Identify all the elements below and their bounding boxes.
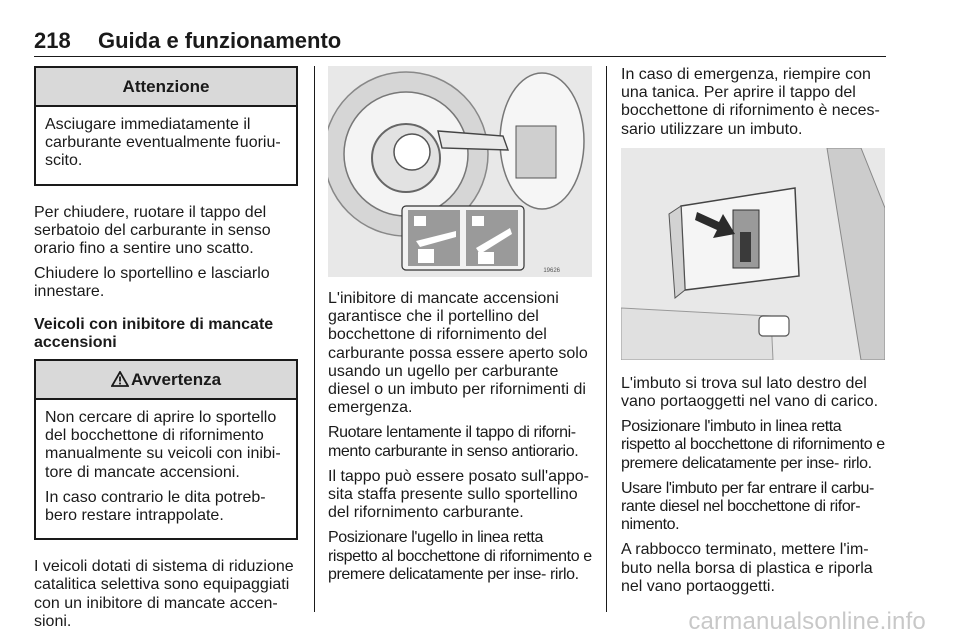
paragraph: In caso di emergenza, riempire con una tanica. Per aprire il tappo del bocchettone di rifornimento è neces- sario utilizzare un imbuto. [621,66,880,138]
figure-code: 19626 [543,268,560,274]
section-heading: Veicoli con inibitore di mancate accensioni [34,315,274,351]
warning-box [34,359,298,540]
warning-title: Avvertenza [130,370,222,390]
warning-text: In caso contrario le dita potreb- bero restare intrappolate. [45,488,266,525]
page-number: 218 [34,28,71,53]
paragraph: Posizionare l'imbuto in linea retta rispetto al bocchettone di rifornimento e premere delicatamente per inse- rirlo. [621,418,885,472]
fuel-filler-illustration [328,66,592,277]
paragraph: Chiudere lo sportellino e lasciarlo innestare. [34,265,270,301]
paragraph: Usare l'imbuto per far entrare il carbu- rante diesel nel bocchettone di rifor- nimento. [621,479,874,534]
paragraph: A rabbocco terminato, mettere l'im- buto nella borsa di plastica e riporla nel vano portaoggetti. [621,541,873,595]
attention-box [34,66,298,186]
column-2 [328,66,592,591]
paragraph: Posizionare l'ugello in linea retta rispetto al bocchettone di rifornimento e premere delicatamente per inse- rirlo. [328,529,592,583]
warning-header [36,361,296,400]
warning-triangle-icon [111,361,129,398]
page-header [34,28,341,54]
paragraph: L'imbuto si trova sul lato destro del vano portaoggetti nel vano di carico. [621,374,879,411]
paragraph: Ruotare lentamente il tappo di riforni- mento carburante in senso antiorario. [328,424,579,460]
watermark: carmanualsonline.info [688,608,926,635]
header-rule [34,56,886,57]
column-1 [34,66,298,638]
column-divider-2 [606,66,607,612]
attention-title: Attenzione [36,68,296,107]
column-divider-1 [314,66,315,612]
column-3 [621,66,885,603]
cargo-area-drawing [621,148,885,360]
paragraph: Per chiudere, ruotare il tappo del serbatoio del carburante in senso orario fino a sentire uno scatto. [34,203,271,258]
warning-text: Non cercare di aprire lo sportello del bocchettone di rifornimento manualmente su veicoli con inibi- tore di mancate accensioni. [45,409,281,481]
paragraph: Il tappo può essere posato sull'appo- sita staffa presente sullo sportellino del rifornimento carburante. [328,467,590,522]
page-title: Guida e funzionamento [98,28,342,53]
cargo-area-illustration [621,148,885,360]
paragraph: I veicoli dotati di sistema di riduzione catalitica selettiva sono equipaggiati con un inibitore di mancate accen- sioni. [34,558,294,630]
attention-text: Asciugare immediatamente il carburante eventualmente fuoriu- scito. [45,116,281,170]
paragraph: L'inibitore di mancate accensioni garantisce che il portellino del bocchettone di rifornimento del carburante possa essere aperto solo usando un ugello per carburante diesel o un imbuto per rifornimenti di emergenza. [328,290,588,417]
fuel-filler-drawing [328,66,592,277]
